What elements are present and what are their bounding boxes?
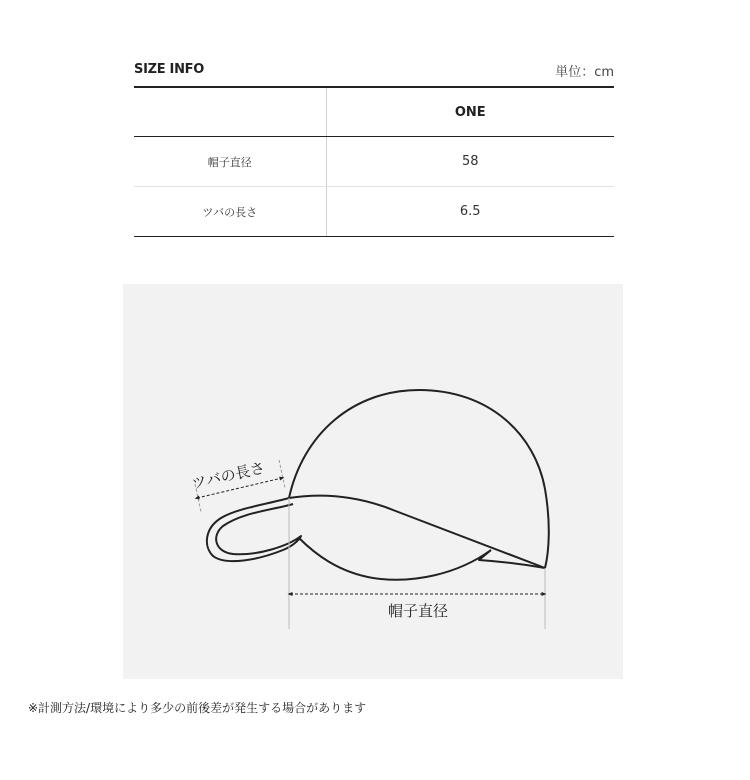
column-header-one: ONE — [326, 87, 614, 137]
row-value-diameter: 58 — [326, 137, 614, 187]
row-label-brim: ツバの長さ — [134, 187, 326, 237]
table-header-row — [134, 87, 614, 137]
diameter-label: 帽子直径 — [387, 602, 449, 620]
cap-crown-outline — [289, 390, 549, 568]
table-row — [134, 187, 614, 237]
unit-label: 単位：cm — [555, 65, 614, 80]
column-header-empty — [134, 87, 326, 137]
cap-brim-outline — [207, 498, 301, 561]
size-table — [134, 86, 614, 237]
size-info-header — [134, 60, 614, 82]
brim-length-label: ツバの長さ — [189, 458, 267, 493]
measurement-footnote: ※計測方法/環境により多少の前後差が発生する場合があります — [28, 701, 367, 715]
brim-guide-right — [279, 460, 285, 488]
size-info-title: SIZE INFO — [134, 62, 204, 77]
table-row — [134, 137, 614, 187]
row-value-brim: 6.5 — [326, 187, 614, 237]
cap-illustration — [123, 284, 623, 679]
row-label-diameter: 帽子直径 — [134, 137, 326, 187]
cap-measurement-diagram — [123, 284, 623, 679]
